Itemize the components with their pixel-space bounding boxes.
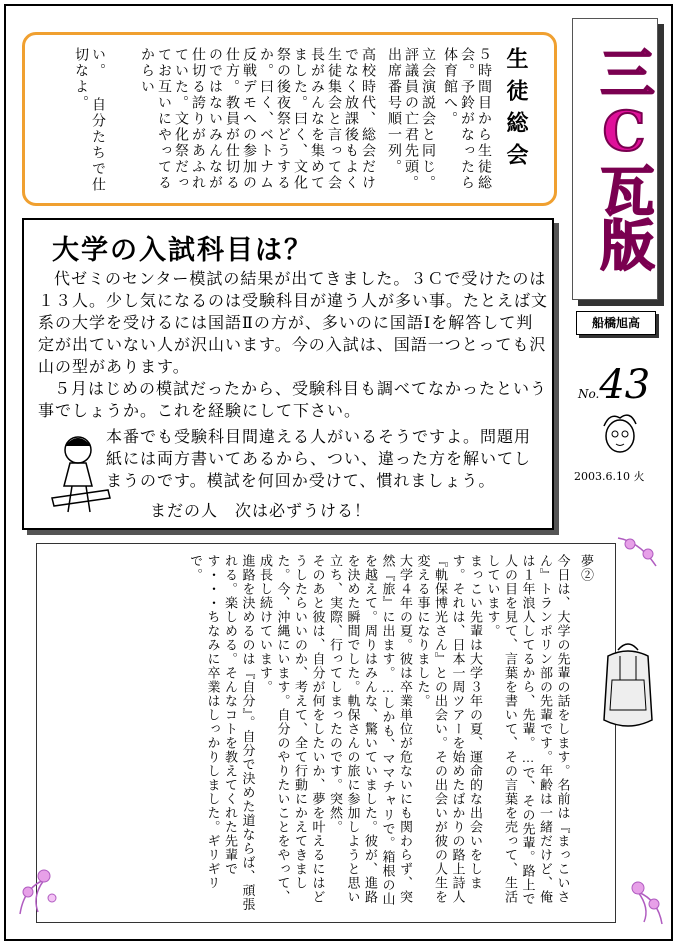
floral-corner-top-right-icon: [612, 532, 662, 572]
article-paragraph-2: ５月はじめの模試だったから、受験科目も調べてなかったという事でしょうか。これを経験にして下さい。: [38, 379, 548, 420]
top-article-column-1: ５時間目から生徒総会。予鈴がなったら体育館へ。: [442, 47, 492, 191]
school-name: 船橋旭高: [576, 311, 656, 335]
issue-date: 2003.6.10 火: [574, 470, 645, 483]
top-article-column-2: 立会演説会と同じ。評議員の亡君先頭。出席番号順一列。: [386, 47, 436, 191]
dream-article-box: [36, 543, 616, 923]
student-studying-icon: [46, 428, 116, 518]
top-article-column-4: い。 自分たちで仕切なよ。: [73, 47, 106, 193]
issue-prefix: No.: [578, 387, 600, 401]
issue-number-value: 43: [599, 362, 651, 408]
article-paragraph-4: まだの人 次は必ずうける！: [150, 501, 372, 520]
floral-corner-bottom-left-icon: [14, 858, 62, 918]
issue-number: [578, 362, 662, 408]
masthead-box: [572, 18, 658, 300]
top-article-column-3: 高校時代、総会だけでなく放課後もよく生徒集会と言って会長がみんなを集めてました。曰く、文化祭の後夜祭どうするか。曰く、ベトナム反戦デモへの参加の仕方。教員が仕切るのではないみんなが仕切る誇りがあふれていた。文化祭だってお互いにやってるからい: [139, 47, 376, 191]
top-article-heading: 生徒総会: [503, 47, 529, 175]
article-paragraph-1: 代ゼミのセンター模試の結果が出てきました。３Ｃで受けたのは１３人。少し気になるのは受験科目が違う人が多い事。たとえば文系の大学を受けるには国語Ⅱの方が、多いのに国語Ⅰを解答して判定が出ていない人が沢山います。今の入試は、国語一つとっても沢山の型があります。: [38, 269, 549, 376]
dream-article-text: [187, 554, 596, 914]
entrance-exam-title: 大学の入試科目は？: [52, 235, 313, 266]
dream-paragraph-5: 進路を決めるのは『自分』。自分で決めた道ならば、頑張れる。楽しめる。そんなコトを教えてくれた先輩です・・・ちなみに卒業はしっかりしました。ギリギリで。: [188, 554, 256, 912]
dream-paragraph-1: 今日は、大学の先輩の話をします。名前は『まっこいさん』トランポリン部の先輩です。年齢は一緒だけど、俺は１年浪人してるから、先輩。…で、その先輩。路上で人の目を見て、言葉を書いて、その言葉を売って、生活しています。: [485, 554, 571, 906]
floral-corner-bottom-right-icon: [624, 872, 668, 928]
entrance-exam-article-box: [22, 218, 554, 530]
cartoon-face-icon: [596, 408, 644, 460]
backpack-icon: [596, 640, 660, 732]
top-article-box: [22, 32, 557, 206]
dream-paragraph-2: まっこい先輩は大学３年の夏、運命的な出会いをします。それは、日本一周ツアーを始めたばかりの路上詩人『軌保博光さん』との出会い。その出会いが彼の人生を変える事になりました。: [415, 554, 483, 904]
article-paragraph-3: 本番でも受験科目間違える人がいるそうですよ。問題用紙には両方書いてあるから、つい、違った方を解いてしまうのです。模試を何回か受けて、慣れましょう。: [106, 427, 532, 490]
dream-paragraph-4: そのあと彼は、自分が何をしたいか、夢を叶えるにはどうしたらいいのか、考えて、全て行動にかえてきました。今、沖縄にいます。自分のやりたいことをやって、成長し続けています。: [258, 554, 326, 904]
newsletter-title: 三C瓦版: [592, 45, 656, 271]
dream-paragraph-3: 大学４年の夏。彼は卒業単位が危ないにも関わらず、突然『旅』に出ます。…しかも、ママチャリで。箱根の山を越えて。周りはみんな、驚いていました。彼が、進路を決めた瞬間でした。軌保さんの旅に参加しようと思い立ち、実際、行ってしまったのです。突然。: [328, 554, 413, 906]
dream-article-heading: 夢②: [579, 554, 594, 582]
